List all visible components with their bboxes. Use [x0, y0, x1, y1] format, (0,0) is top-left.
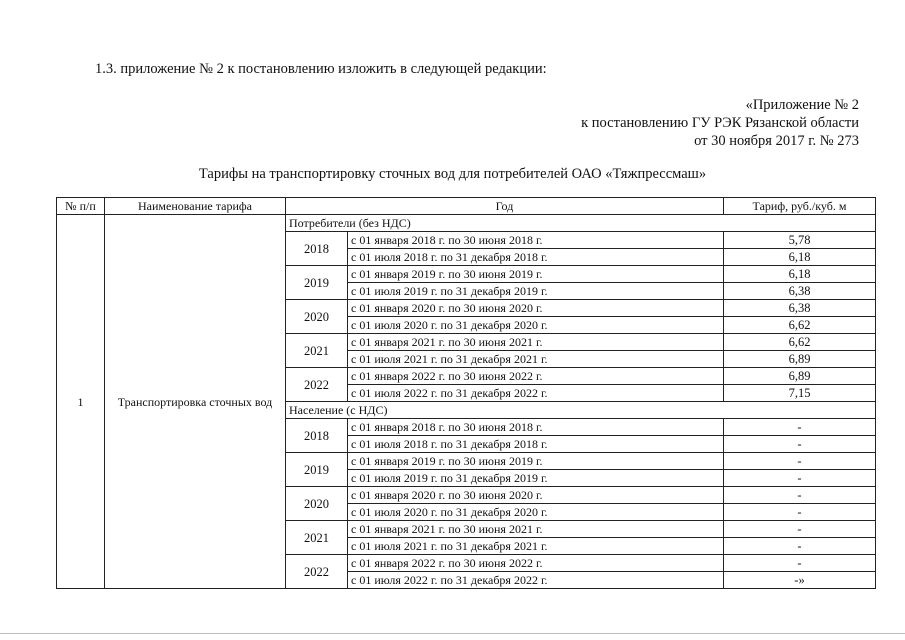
header-tariff-value: Тариф, руб./куб. м	[724, 198, 876, 215]
year-cell: 2021	[286, 521, 348, 555]
tariffs-table	[56, 197, 876, 589]
period-cell: с 01 июля 2020 г. по 31 декабря 2020 г.	[348, 317, 724, 334]
year-cell: 2018	[286, 232, 348, 266]
appendix-line-2: к постановлению ГУ РЭК Рязанской области	[581, 115, 859, 131]
appendix-reference	[581, 96, 859, 150]
header-year: Год	[286, 198, 724, 215]
year-cell: 2020	[286, 300, 348, 334]
year-cell: 2022	[286, 555, 348, 589]
tariff-value-cell: 6,89	[724, 368, 876, 385]
tariff-value-cell: -	[724, 504, 876, 521]
tariff-value-cell: 6,62	[724, 334, 876, 351]
year-cell: 2019	[286, 453, 348, 487]
period-cell: с 01 января 2020 г. по 30 июня 2020 г.	[348, 300, 724, 317]
period-cell: с 01 января 2018 г. по 30 июня 2018 г.	[348, 232, 724, 249]
amendment-intro: 1.3. приложение № 2 к постановлению изложить в следующей редакции:	[95, 61, 547, 77]
year-cell: 2019	[286, 266, 348, 300]
period-cell: с 01 июля 2021 г. по 31 декабря 2021 г.	[348, 351, 724, 368]
period-cell: с 01 июля 2021 г. по 31 декабря 2021 г.	[348, 538, 724, 555]
year-cell: 2018	[286, 419, 348, 453]
table-title: Тарифы на транспортировку сточных вод для потребителей ОАО «Тяжпрессмаш»	[198, 166, 707, 182]
appendix-line-1: «Приложение № 2	[745, 97, 859, 113]
period-cell: с 01 января 2018 г. по 30 июня 2018 г.	[348, 419, 724, 436]
tariff-value-cell: 6,18	[724, 266, 876, 283]
tariff-value-cell: 6,38	[724, 283, 876, 300]
tariff-value-cell: -	[724, 470, 876, 487]
period-cell: с 01 июля 2022 г. по 31 декабря 2022 г.	[348, 385, 724, 402]
header-tariff-name: Наименование тарифа	[105, 198, 286, 215]
year-cell: 2021	[286, 334, 348, 368]
header-number: № п/п	[57, 198, 105, 215]
period-cell: с 01 января 2021 г. по 30 июня 2021 г.	[348, 521, 724, 538]
period-cell: с 01 июля 2019 г. по 31 декабря 2019 г.	[348, 470, 724, 487]
tariff-value-cell: -»	[724, 572, 876, 589]
tariff-value-cell: 5,78	[724, 232, 876, 249]
group-header-row	[57, 215, 876, 232]
tariff-value-cell: -	[724, 555, 876, 572]
period-cell: с 01 января 2022 г. по 30 июня 2022 г.	[348, 368, 724, 385]
row-number-cell: 1	[57, 215, 105, 589]
period-cell: с 01 января 2020 г. по 30 июня 2020 г.	[348, 487, 724, 504]
tariff-value-cell: -	[724, 453, 876, 470]
period-cell: с 01 июля 2020 г. по 31 декабря 2020 г.	[348, 504, 724, 521]
consumer-group-label: Потребители (без НДС)	[286, 215, 876, 232]
tariff-value-cell: -	[724, 436, 876, 453]
appendix-line-3: от 30 ноября 2017 г. № 273	[694, 133, 859, 149]
page-bottom-rule	[0, 633, 905, 634]
period-cell: с 01 июля 2019 г. по 31 декабря 2019 г.	[348, 283, 724, 300]
tariffs-table-body	[57, 215, 876, 589]
tariff-value-cell: -	[724, 487, 876, 504]
consumer-group-label: Население (с НДС)	[286, 402, 876, 419]
tariff-value-cell: -	[724, 419, 876, 436]
period-cell: с 01 января 2021 г. по 30 июня 2021 г.	[348, 334, 724, 351]
tariff-value-cell: 6,62	[724, 317, 876, 334]
year-cell: 2022	[286, 368, 348, 402]
period-cell: с 01 июля 2018 г. по 31 декабря 2018 г.	[348, 249, 724, 266]
period-cell: с 01 июля 2022 г. по 31 декабря 2022 г.	[348, 572, 724, 589]
tariff-value-cell: -	[724, 521, 876, 538]
tariff-name-cell: Транспортировка сточных вод	[105, 215, 286, 589]
tariff-value-cell: 6,18	[724, 249, 876, 266]
period-cell: с 01 января 2019 г. по 30 июня 2019 г.	[348, 266, 724, 283]
period-cell: с 01 июля 2018 г. по 31 декабря 2018 г.	[348, 436, 724, 453]
tariff-value-cell: 6,89	[724, 351, 876, 368]
period-cell: с 01 января 2019 г. по 30 июня 2019 г.	[348, 453, 724, 470]
year-cell: 2020	[286, 487, 348, 521]
tariff-value-cell: -	[724, 538, 876, 555]
tariff-value-cell: 6,38	[724, 300, 876, 317]
period-cell: с 01 января 2022 г. по 30 июня 2022 г.	[348, 555, 724, 572]
tariff-value-cell: 7,15	[724, 385, 876, 402]
table-header-row	[57, 198, 876, 215]
